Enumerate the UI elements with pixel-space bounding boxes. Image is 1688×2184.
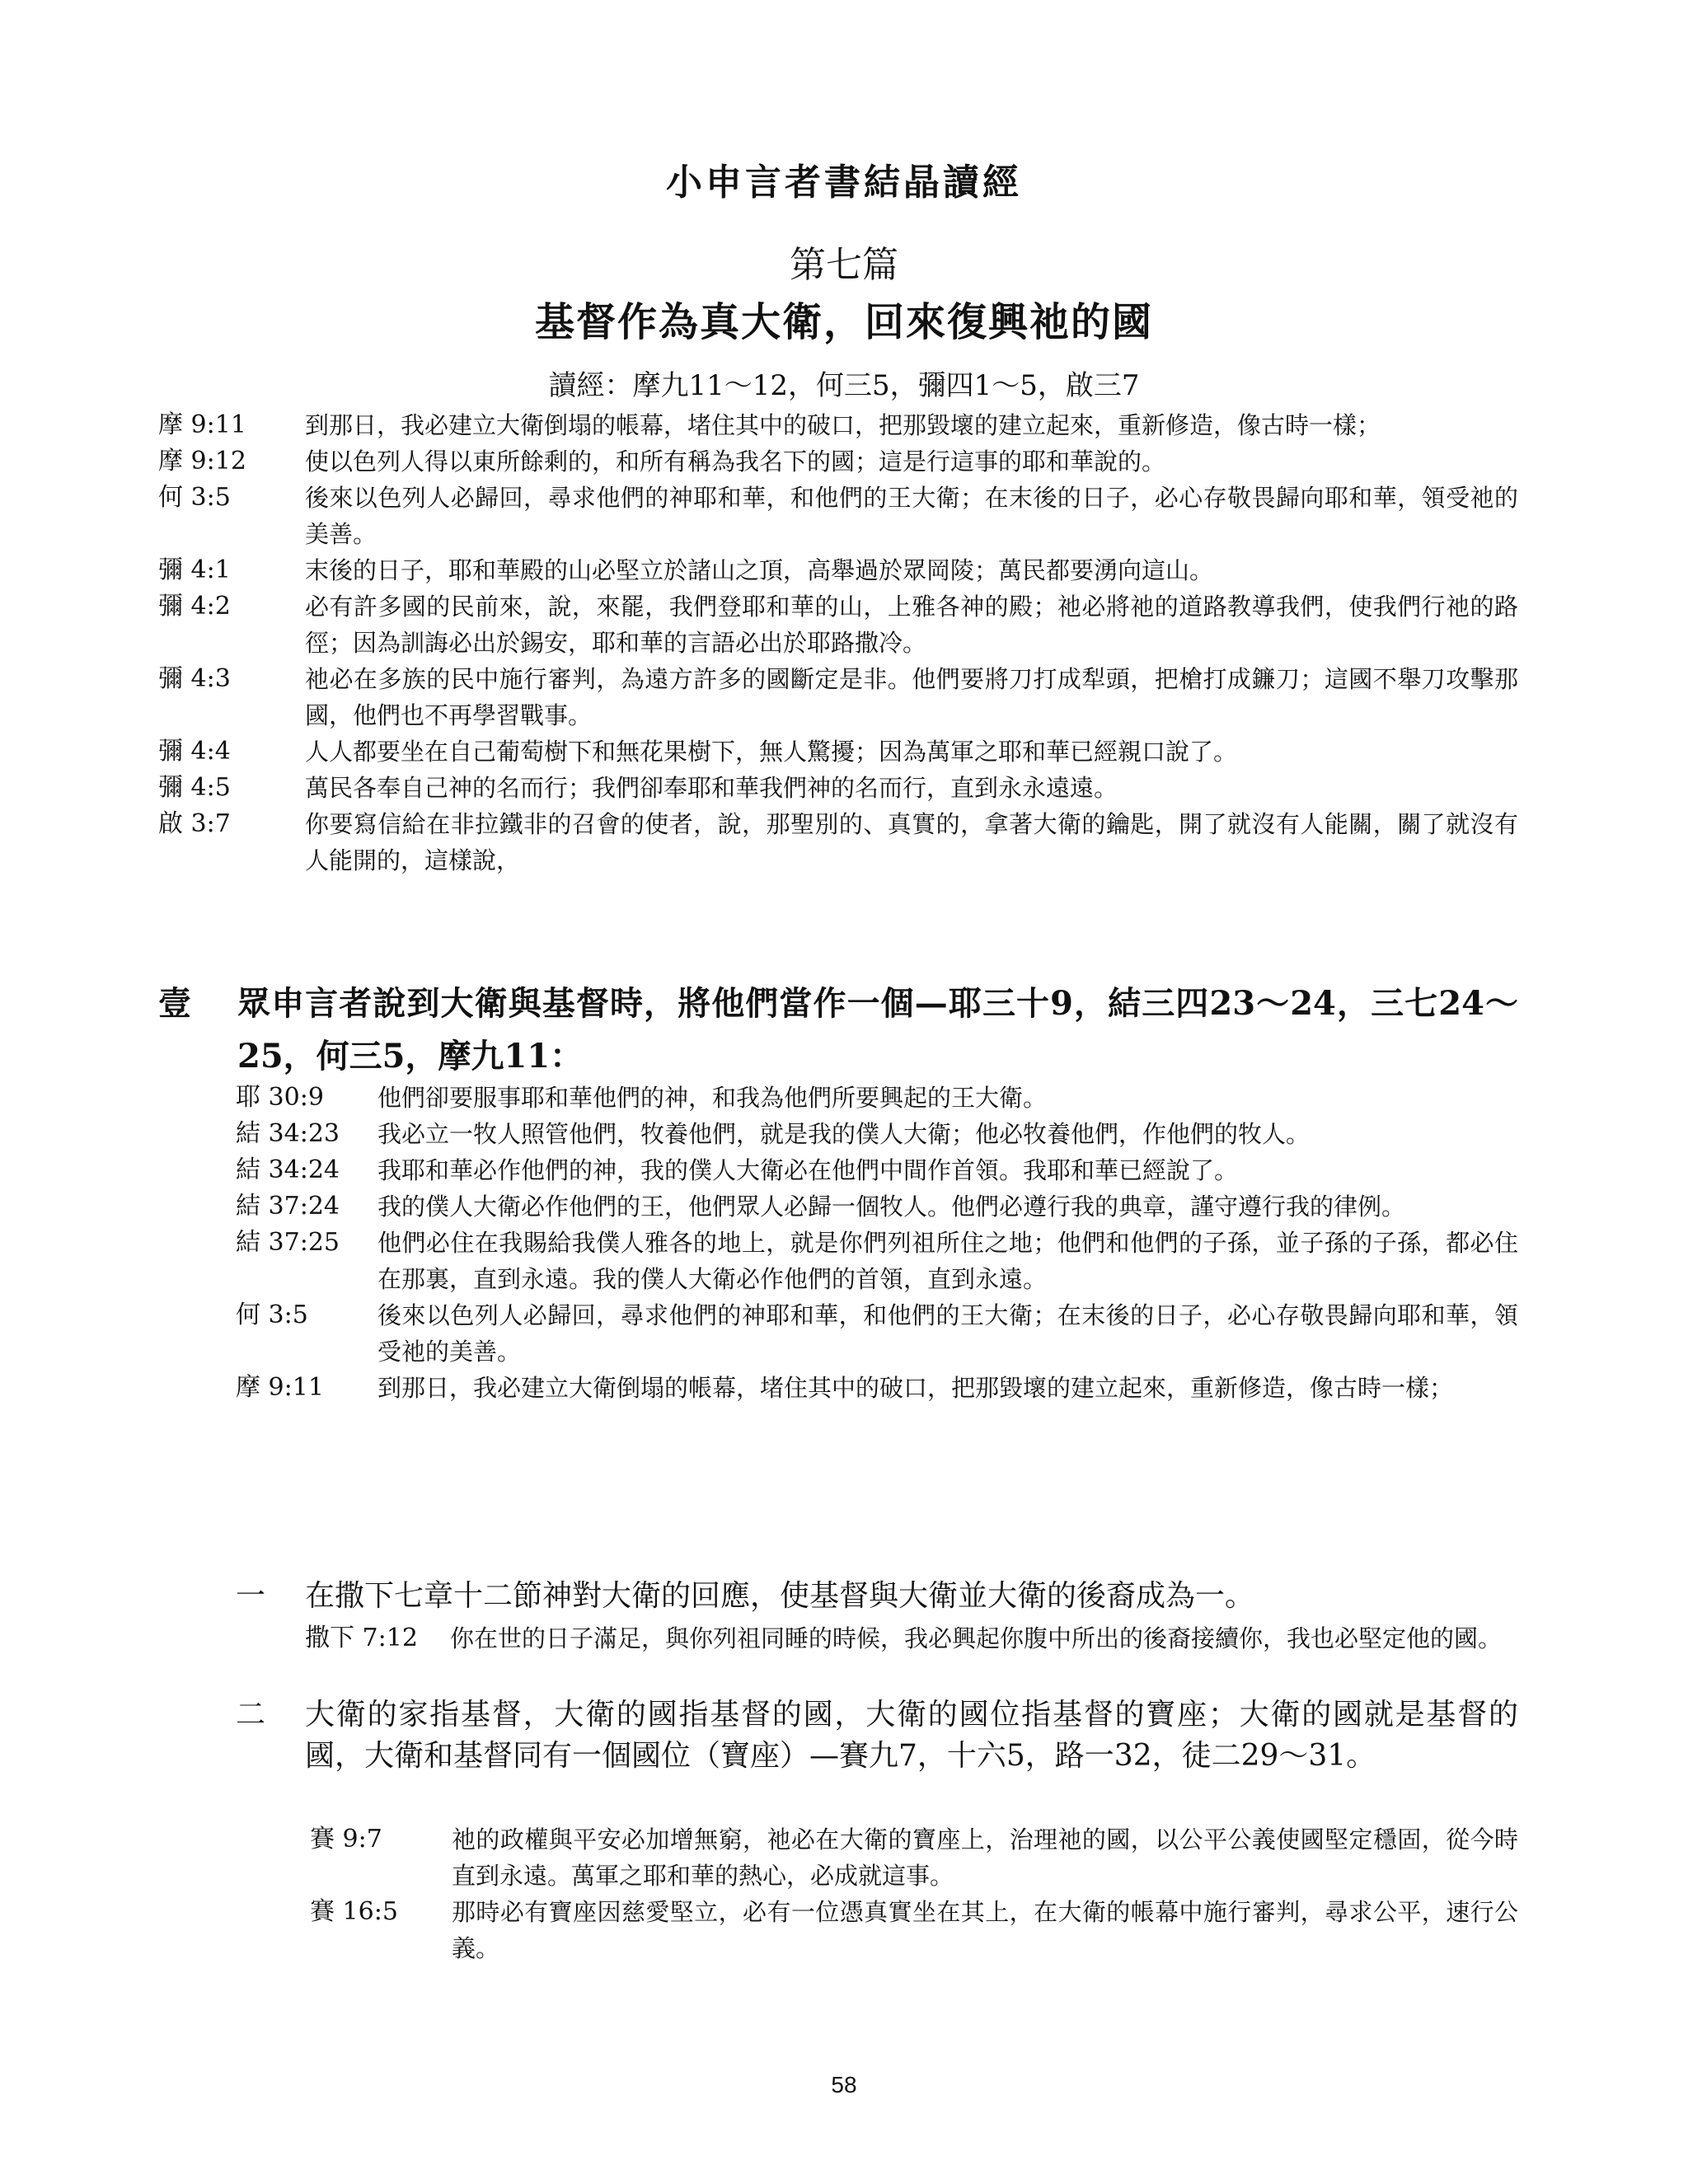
verse [158,552,1518,588]
verse-ref: 撒下 7:12 [305,1624,418,1652]
verse-ref: 結 37:24 [236,1192,340,1221]
verse [305,1620,1518,1657]
verse-text: 那時必有寶座因慈愛堅立，必有一位憑真實坐在其上，在大衛的帳幕中施行審判，尋求公平，速行公義。 [452,1898,1518,1962]
verse [236,1188,1518,1225]
verse-ref: 彌 4:5 [158,773,231,802]
verse [310,1821,1518,1894]
verse-text: 他們必住在我賜給我僕人雅各的地上，就是你們列祖所住之地；他們和他們的子孫，並子孫的子孫，都必住在那裏，直到永遠。我的僕人大衛必作他們的首領，直到永遠。 [377,1229,1518,1293]
verse [158,443,1518,480]
verse-text: 祂必在多族的民中施行審判，為遠方許多的國斷定是非。他們要將刀打成犁頭，把槍打成鐮刀；這國不舉刀攻擊那國，他們也不再學習戰事。 [305,665,1518,729]
subpoint-number: 二 [236,1698,266,1732]
reading-verse-list [0,407,1688,879]
point1-verse-list [0,1080,1688,1406]
verse [158,661,1518,733]
verse-ref: 摩 9:12 [158,447,246,476]
verse [158,770,1518,806]
outline-point-1 [158,977,1518,1083]
verse-ref: 結 34:23 [236,1119,340,1148]
outline-point-number: 壹 [158,984,191,1023]
verse-text: 到那日，我必建立大衛倒塌的帳幕，堵住其中的破口，把那毀壞的建立起來，重新修造，像古時一樣； [377,1374,1454,1402]
subpoint-text: 在撒下七章十二節神對大衛的回應，使基督與大衛並大衛的後裔成為一。 [305,1579,1255,1613]
verse-ref: 結 37:25 [236,1228,340,1257]
verse [236,1225,1518,1297]
subpoint1-verse-list [0,1620,1688,1657]
verse-ref: 彌 4:4 [158,737,231,766]
chapter-heading: 基督作為真大衛，回來復興祂的國 [534,299,1153,345]
verse-text: 必有許多國的民前來，說，來罷，我們登耶和華的山，上雅各神的殿；祂必將祂的道路教導我們，使我們行祂的路徑；因為訓誨必出於錫安，耶和華的言語必出於耶路撒冷。 [305,593,1518,657]
verse-ref: 何 3:5 [158,483,231,512]
verse-ref: 結 34:24 [236,1155,340,1184]
outline-point-text: 眾申言者說到大衛與基督時，將他們當作一個—耶三十9，結三四23～24，三七24～25，何三5，摩九11： [237,984,1518,1076]
verse-text: 他們卻要服事耶和華他們的神，和我為他們所要興起的王大衛。 [377,1084,1048,1112]
verse [158,733,1518,770]
verse [310,1894,1518,1966]
verse [236,1116,1518,1152]
scripture-reading: 讀經：摩九11～12，何三5，彌四1～5，啟三7 [548,369,1140,402]
verse-text: 我的僕人大衛必作他們的王，他們眾人必歸一個牧人。他們必遵行我的典章，謹守遵行我的律例。 [377,1193,1406,1221]
verse-text: 我耶和華必作他們的神，我的僕人大衛必在他們中間作首領。我耶和華已經說了。 [377,1156,1239,1184]
book-title: 小申言者書結晶讀經 [666,162,1022,204]
verse-text: 末後的日子，耶和華殿的山必堅立於諸山之頂，高舉過於眾岡陵；萬民都要湧向這山。 [305,556,1214,584]
verse-ref: 摩 9:11 [236,1373,324,1402]
outline-subpoint-2 [236,1694,1518,1777]
verse-ref: 彌 4:2 [158,592,231,621]
verse [158,806,1518,879]
verse [236,1152,1518,1188]
verse-ref: 耶 30:9 [236,1083,324,1112]
verse-text: 到那日，我必建立大衛倒塌的帳幕，堵住其中的破口，把那毀壞的建立起來，重新修造，像古時一樣； [305,411,1381,439]
verse-text: 後來以色列人必歸回，尋求他們的神耶和華，和他們的王大衛；在末後的日子，必心存敬畏歸向耶和華，領受祂的美善。 [305,484,1518,548]
subpoint2-verse-list [0,1821,1688,1966]
verse-ref: 何 3:5 [236,1301,308,1329]
verse-ref: 啟 3:7 [158,809,231,838]
verse [158,588,1518,661]
verse-ref: 摩 9:11 [158,410,246,439]
verse-text: 你在世的日子滿足，與你列祖同睡的時候，我必興起你腹中所出的後裔接續你，我也必堅定他的國。 [450,1624,1503,1652]
verse [236,1370,1518,1406]
verse-text: 使以色列人得以東所餘剩的，和所有稱為我名下的國；這是行這事的耶和華說的。 [305,448,1166,476]
verse-ref: 賽 9:7 [310,1825,382,1854]
chapter-number: 第七篇 [790,244,898,286]
verse-text: 你要寫信給在非拉鐵非的召會的使者，說，那聖別的、真實的，拿著大衛的鑰匙，開了就沒有人能關，關了就沒有人能開的，這樣說， [305,810,1518,874]
verse-text: 後來以色列人必歸回，尋求他們的神耶和華，和他們的王大衛；在末後的日子，必心存敬畏歸向耶和華，領受祂的美善。 [377,1301,1518,1366]
verse [236,1297,1518,1370]
page-number: 58 [831,2072,857,2097]
verse [236,1080,1518,1116]
subpoint-number: 一 [236,1579,266,1613]
outline-subpoint-1 [236,1576,1518,1617]
verse-ref: 彌 4:3 [158,664,231,693]
verse-text: 人人都要坐在自己葡萄樹下和無花果樹下，無人驚擾；因為萬軍之耶和華已經親口說了。 [305,738,1238,766]
subpoint-text: 大衛的家指基督，大衛的國指基督的國，大衛的國位指基督的寶座；大衛的國就是基督的國，大衛和基督同有一個國位（寶座）—賽九7，十六5，路一32，徒二29～31。 [305,1698,1518,1773]
verse [158,480,1518,552]
verse-text: 我必立一牧人照管他們，牧養他們，就是我的僕人大衛；他必牧養他們，作他們的牧人。 [377,1120,1311,1148]
verse-text: 祂的政權與平安必加增無窮，祂必在大衛的寶座上，治理祂的國，以公平公義使國堅定穩固，從今時直到永遠。萬軍之耶和華的熱心，必成就這事。 [452,1825,1518,1890]
verse-text: 萬民各奉自己神的名而行；我們卻奉耶和華我們神的名而行，直到永永遠遠。 [305,774,1118,802]
verse-ref: 賽 16:5 [310,1897,398,1926]
verse [158,407,1518,443]
verse-ref: 彌 4:1 [158,555,231,584]
